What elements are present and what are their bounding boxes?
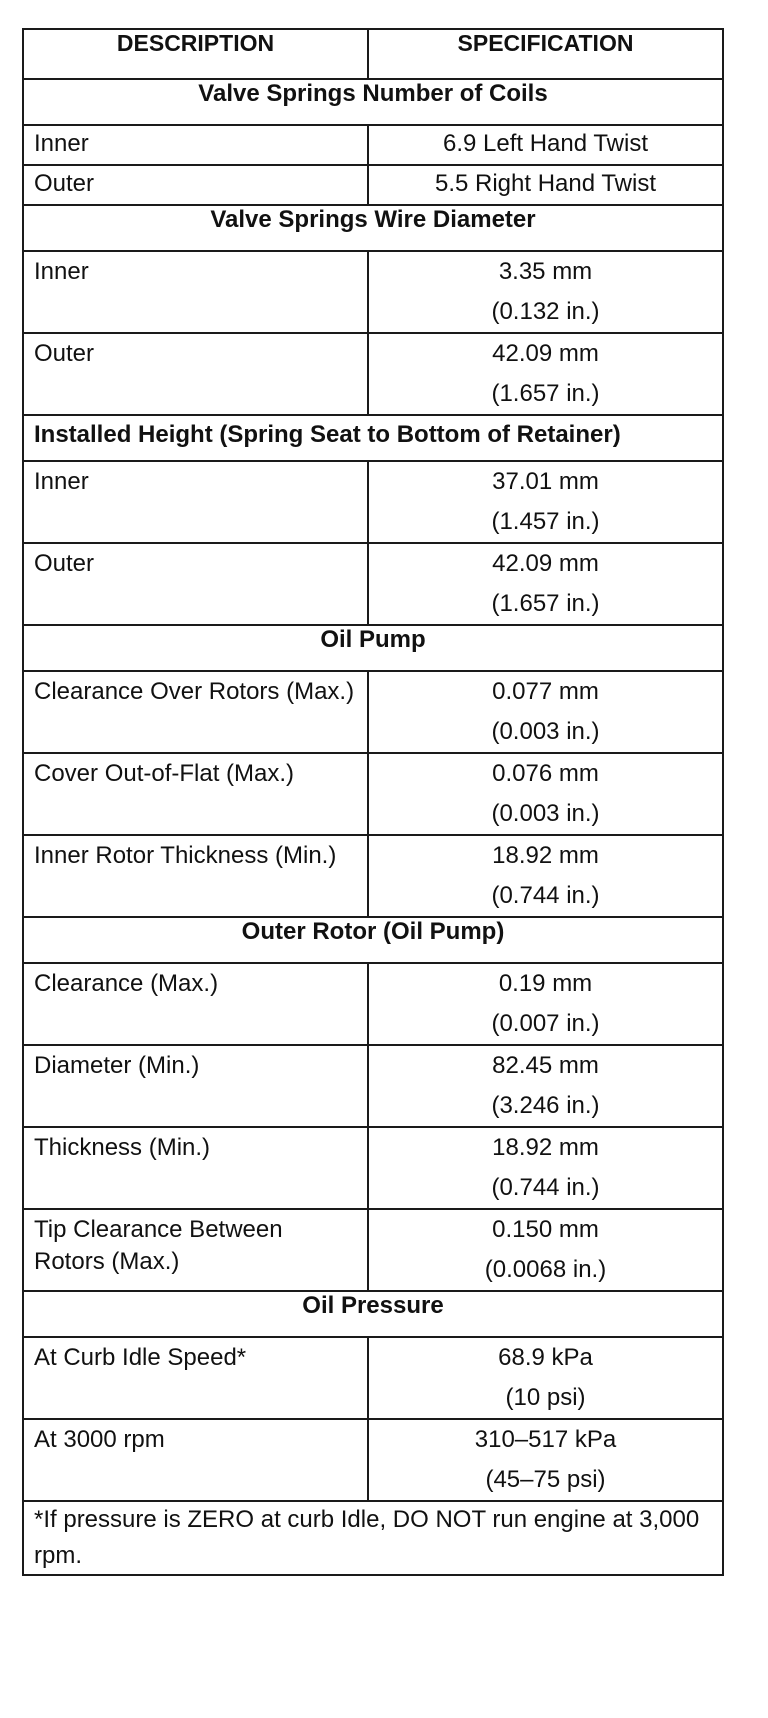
specification-cell xyxy=(368,165,723,205)
spec-value-imperial: (1.657 in.) xyxy=(491,590,600,617)
specification-cell xyxy=(368,671,723,753)
table-row xyxy=(23,1127,723,1209)
description-text: Clearance (Max.) xyxy=(34,970,219,997)
table-row xyxy=(23,1209,723,1291)
description-text: Outer xyxy=(34,170,95,197)
table-row xyxy=(23,1337,723,1419)
spec-value-imperial: (0.0068 in.) xyxy=(484,1256,607,1283)
description-text: Clearance Over Rotors (Max.) xyxy=(34,678,355,705)
section-title: Oil Pressure xyxy=(23,1291,723,1337)
specification-cell xyxy=(368,1419,723,1501)
spec-value-metric: 42.09 mm xyxy=(492,550,599,577)
table-row xyxy=(23,1045,723,1127)
section-row xyxy=(23,415,723,461)
description-text: At Curb Idle Speed* xyxy=(34,1344,247,1371)
header-specification: SPECIFICATION xyxy=(368,29,723,79)
spec-value-imperial: (3.246 in.) xyxy=(491,1092,600,1119)
header-row xyxy=(23,29,723,79)
section-row xyxy=(23,625,723,671)
description-cell xyxy=(23,671,368,753)
specification-cell xyxy=(368,1045,723,1127)
spec-value-metric: 0.076 mm xyxy=(492,760,599,787)
spec-value-metric: 310–517 kPa xyxy=(474,1426,617,1453)
table-row xyxy=(23,1419,723,1501)
spec-table-body xyxy=(23,79,723,1575)
description-text: Thickness (Min.) xyxy=(34,1134,211,1161)
description-text: Outer xyxy=(34,550,95,577)
table-row xyxy=(23,251,723,333)
specification-cell xyxy=(368,125,723,165)
table-row xyxy=(23,333,723,415)
spec-value-imperial: (45–75 psi) xyxy=(485,1466,606,1493)
section-title: Oil Pump xyxy=(23,625,723,671)
spec-value-metric: 0.19 mm xyxy=(498,970,593,997)
specification-cell xyxy=(368,1209,723,1291)
spec-value-metric: 42.09 mm xyxy=(492,340,599,367)
description-text: Cover Out-of-Flat (Max.) xyxy=(34,760,295,787)
description-text: Inner Rotor Thickness (Min.) xyxy=(34,842,337,869)
footnote: *If pressure is ZERO at curb Idle, DO NOT run engine at 3,000 rpm. xyxy=(23,1501,723,1575)
footnote-row xyxy=(23,1501,723,1575)
section-title: Valve Springs Number of Coils xyxy=(23,79,723,125)
spec-value-metric: 5.5 Right Hand Twist xyxy=(434,170,656,197)
description-cell xyxy=(23,125,368,165)
spec-table xyxy=(22,28,724,1576)
spec-value-metric: 0.077 mm xyxy=(492,678,599,705)
specification-cell xyxy=(368,333,723,415)
description-cell xyxy=(23,333,368,415)
table-row xyxy=(23,835,723,917)
table-row xyxy=(23,125,723,165)
description-text: Diameter (Min.) xyxy=(34,1052,200,1079)
description-cell xyxy=(23,165,368,205)
table-row xyxy=(23,543,723,625)
spec-value-imperial: (0.744 in.) xyxy=(491,882,600,909)
spec-value-metric: 18.92 mm xyxy=(492,842,599,869)
description-cell xyxy=(23,543,368,625)
specification-cell xyxy=(368,753,723,835)
spec-value-imperial: (10 psi) xyxy=(505,1384,586,1411)
spec-value-imperial: (1.457 in.) xyxy=(491,508,600,535)
specification-cell xyxy=(368,1337,723,1419)
section-title: Installed Height (Spring Seat to Bottom of Retainer) xyxy=(23,415,723,461)
specification-cell xyxy=(368,1127,723,1209)
description-text: Inner xyxy=(34,468,89,495)
specification-cell xyxy=(368,461,723,543)
section-title: Valve Springs Wire Diameter xyxy=(23,205,723,251)
section-row xyxy=(23,917,723,963)
description-cell xyxy=(23,1045,368,1127)
spec-value-metric: 68.9 kPa xyxy=(498,1344,593,1371)
spec-value-metric: 0.150 mm xyxy=(492,1216,599,1243)
spec-value-imperial: (0.744 in.) xyxy=(491,1174,600,1201)
description-cell xyxy=(23,1127,368,1209)
description-cell xyxy=(23,461,368,543)
section-row xyxy=(23,205,723,251)
description-cell xyxy=(23,1419,368,1501)
description-text: Tip Clearance Between Rotors (Max.) xyxy=(34,1216,283,1275)
spec-value-imperial: (0.007 in.) xyxy=(491,1010,600,1037)
spec-value-imperial: (0.003 in.) xyxy=(491,718,600,745)
description-cell xyxy=(23,1337,368,1419)
specification-cell xyxy=(368,963,723,1045)
section-row xyxy=(23,79,723,125)
description-text: Outer xyxy=(34,340,95,367)
table-row xyxy=(23,461,723,543)
spec-value-metric: 82.45 mm xyxy=(492,1052,599,1079)
description-cell xyxy=(23,251,368,333)
header-description: DESCRIPTION xyxy=(23,29,368,79)
description-cell xyxy=(23,835,368,917)
table-row xyxy=(23,671,723,753)
table-row xyxy=(23,963,723,1045)
description-text: Inner xyxy=(34,258,89,285)
spec-value-imperial: (0.003 in.) xyxy=(491,800,600,827)
specification-cell xyxy=(368,543,723,625)
description-cell xyxy=(23,753,368,835)
description-cell xyxy=(23,963,368,1045)
spec-value-metric: 6.9 Left Hand Twist xyxy=(442,130,648,157)
spec-value-imperial: (1.657 in.) xyxy=(491,380,600,407)
description-text: At 3000 rpm xyxy=(34,1426,165,1453)
spec-value-metric: 37.01 mm xyxy=(492,468,599,495)
spec-value-metric: 18.92 mm xyxy=(492,1134,599,1161)
specification-cell xyxy=(368,835,723,917)
spec-value-metric: 3.35 mm xyxy=(498,258,593,285)
table-row xyxy=(23,165,723,205)
description-text: Inner xyxy=(34,130,89,157)
section-row xyxy=(23,1291,723,1337)
section-title: Outer Rotor (Oil Pump) xyxy=(23,917,723,963)
spec-value-imperial: (0.132 in.) xyxy=(491,298,600,325)
description-cell xyxy=(23,1209,368,1291)
specification-cell xyxy=(368,251,723,333)
table-row xyxy=(23,753,723,835)
